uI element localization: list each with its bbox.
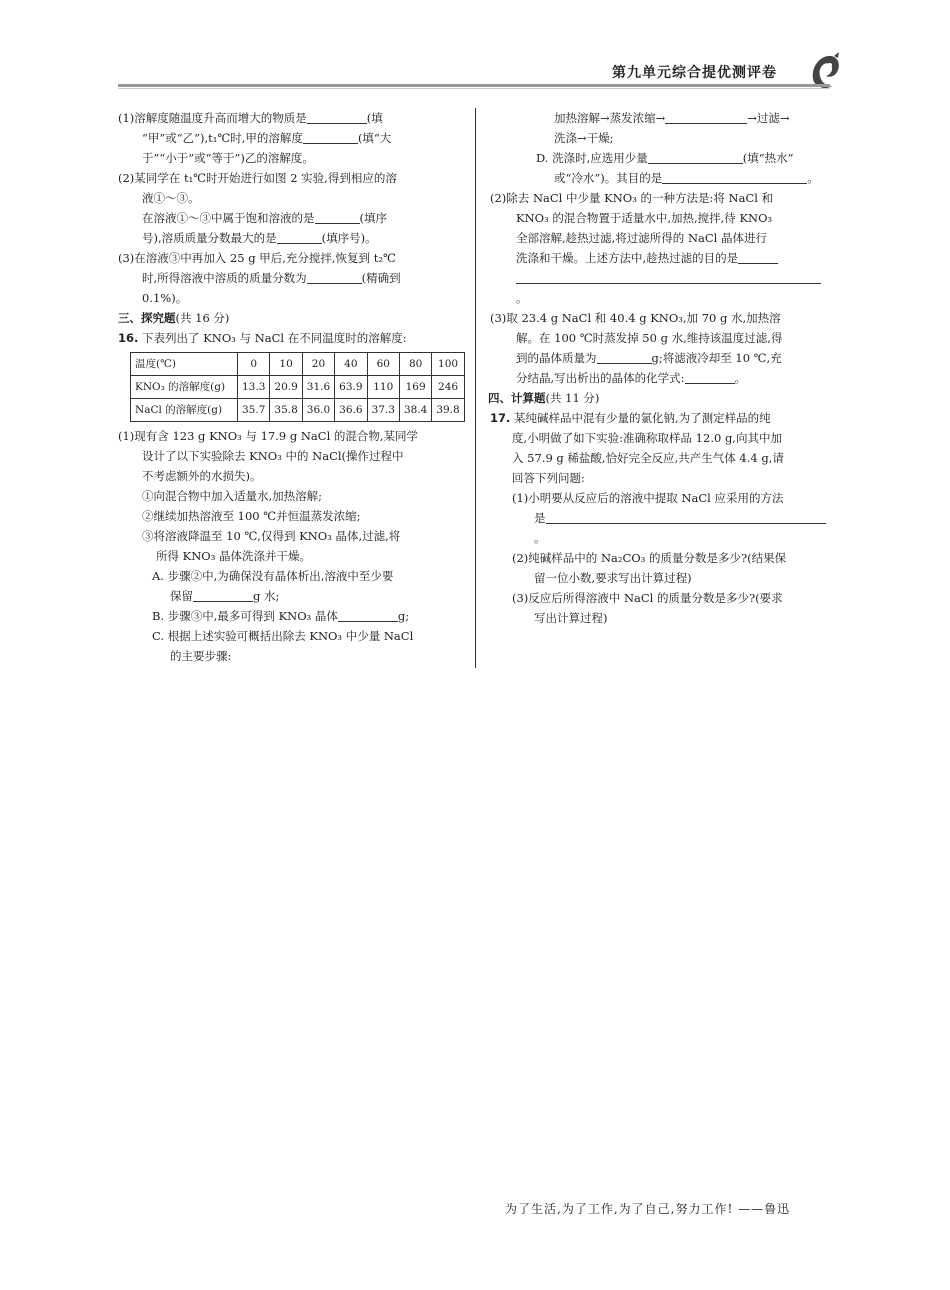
q17-stem: 17. 某纯碱样品中混有少量的氯化钠,为了测定样品的纯 度,小明做了如下实验:准确称取样品 12.0 g,向其中加 入 57.9 g 稀盐酸,恰好完全反应,共产生气体 4.4 g,请 回答下列问题: <box>490 411 784 485</box>
q16-part3: (3)取 23.4 g NaCl 和 40.4 g KNO₃,加 70 g 水,加热溶 解。在 100 ℃时蒸发掉 50 g 水,维持该温度过滤,得 到的晶体质量为 g;将滤液冷却至 10 ℃,充 分结晶,写出析出的晶体的化学式: 。 <box>490 311 783 385</box>
answer-blank[interactable] <box>338 608 398 622</box>
q15-part3: (3)在溶液③中再加入 25 g 甲后,充分搅拌,恢复到 t₂℃ 时,所得溶液中溶质的质量分数为 (精确到 0.1%)。 <box>118 251 401 305</box>
section-4-heading: 四、计算题(共 11 分) <box>488 391 600 405</box>
answer-blank[interactable] <box>662 170 807 184</box>
q16-option-d: D. 洗涤时,应选用少量 (填“热水” 或“冷水”)。其目的是 。 <box>536 151 819 185</box>
q16-option-c-steps: 加热溶解→蒸发浓缩→ →过滤→ 洗涤→干燥; <box>554 111 790 145</box>
answer-blank[interactable] <box>665 110 747 124</box>
q16-step1: ①向混合物中加入适量水,加热溶解; <box>142 489 323 503</box>
table-cell: 35.7 <box>238 399 270 422</box>
q17-part1: (1)小明要从反应后的溶液中提取 NaCl 应采用的方法 是。 <box>490 488 832 548</box>
answer-blank[interactable] <box>685 370 735 384</box>
q16-step3: ③将溶液降温至 10 ℃,仅得到 KNO₃ 晶体,过滤,将 所得 KNO₃ 晶体洗涤并干燥。 <box>142 529 401 563</box>
table-cell: 0 <box>238 353 270 376</box>
header-rule <box>118 84 830 87</box>
answer-blank[interactable] <box>307 110 367 124</box>
answer-blank[interactable] <box>303 130 358 144</box>
table-row <box>131 376 465 399</box>
q16-part2: (2)除去 NaCl 中少量 KNO₃ 的一种方法是:将 NaCl 和 KNO₃ 的混合物置于适量水中,加热,搅拌,待 KNO₃ 全部溶解,趁热过滤,将过滤所得的 NaCl 晶体进行 洗涤和干燥。上述方法中,趁热过滤的目的是 。 <box>490 188 832 308</box>
answer-blank[interactable] <box>546 510 826 524</box>
table-cell: 100 <box>432 353 464 376</box>
answer-blank[interactable] <box>738 250 778 264</box>
q15-part1: (1)溶解度随温度升高而增大的物质是 (填 “甲”或“乙”),t₁℃时,甲的溶解度 (填“大 于”“小于”或“等于”)乙的溶解度。 <box>118 111 392 165</box>
table-cell: 39.8 <box>432 399 464 422</box>
answer-blank[interactable] <box>307 270 362 284</box>
q16-part1: (1)现有含 123 g KNO₃ 与 17.9 g NaCl 的混合物,某同学 设计了以下实验除去 KNO₃ 中的 NaCl(操作过程中 不考虑额外的水损失)。 <box>118 429 419 483</box>
table-cell: 40 <box>335 353 367 376</box>
answer-blank[interactable] <box>193 588 253 602</box>
page-header-title: 第九单元综合提优测评卷 <box>612 65 777 81</box>
table-cell: 13.3 <box>238 376 270 399</box>
table-cell: 80 <box>399 353 431 376</box>
right-column <box>490 108 832 628</box>
answer-blank[interactable] <box>277 230 322 244</box>
column-divider <box>475 108 476 668</box>
table-cell: 246 <box>432 376 464 399</box>
table-cell: 31.6 <box>302 376 334 399</box>
table-cell: 温度(℃) <box>131 353 238 376</box>
q16-step2: ②继续加热溶液至 100 ℃并恒温蒸发浓缩; <box>142 509 361 523</box>
table-cell: 37.3 <box>367 399 399 422</box>
table-cell: 38.4 <box>399 399 431 422</box>
q15-part2: (2)某同学在 t₁℃时开始进行如图 2 实验,得到相应的溶 液①～③。 在溶液①～③中属于饱和溶液的是 (填序 号),溶质质量分数最大的是 (填序号)。 <box>118 171 397 245</box>
section-3-heading: 三、探究题(共 16 分) <box>118 311 230 325</box>
table-cell: 20.9 <box>270 376 302 399</box>
table-cell: 169 <box>399 376 431 399</box>
table-cell: NaCl 的溶解度(g) <box>131 399 238 422</box>
left-column <box>118 108 470 666</box>
answer-blank[interactable] <box>315 210 360 224</box>
table-cell: KNO₃ 的溶解度(g) <box>131 376 238 399</box>
table-row <box>131 399 465 422</box>
table-cell: 63.9 <box>335 376 367 399</box>
q16-stem: 16. 下表列出了 KNO₃ 与 NaCl 在不同温度时的溶解度: <box>118 331 407 345</box>
answer-blank[interactable] <box>597 350 652 364</box>
solubility-table <box>130 352 465 422</box>
table-header-row <box>131 353 465 376</box>
q17-part2: (2)纯碱样品中的 Na₂CO₃ 的质量分数是多少?(结果保 留一位小数,要求写出计算过程) <box>512 551 787 585</box>
q17-part3: (3)反应后所得溶液中 NaCl 的质量分数是多少?(要求 写出计算过程) <box>512 591 783 625</box>
answer-blank[interactable] <box>516 270 821 284</box>
table-cell: 10 <box>270 353 302 376</box>
footer-quote: 为了生活,为了工作,为了自己,努力工作! ——鲁迅 <box>505 1202 791 1216</box>
table-cell: 20 <box>302 353 334 376</box>
table-cell: 110 <box>367 376 399 399</box>
q16-option-c: C. 根据上述实验可概括出除去 KNO₃ 中少量 NaCl 的主要步骤: <box>152 629 414 663</box>
table-cell: 35.8 <box>270 399 302 422</box>
table-cell: 36.0 <box>302 399 334 422</box>
q16-option-b: B. 步骤③中,最多可得到 KNO₃ 晶体 g; <box>152 609 410 623</box>
answer-blank[interactable] <box>648 150 743 164</box>
table-cell: 36.6 <box>335 399 367 422</box>
q16-option-a: A. 步骤②中,为确保没有晶体析出,溶液中至少要 保留 g 水; <box>152 569 394 603</box>
table-cell: 60 <box>367 353 399 376</box>
header-rule-thin <box>118 88 830 89</box>
